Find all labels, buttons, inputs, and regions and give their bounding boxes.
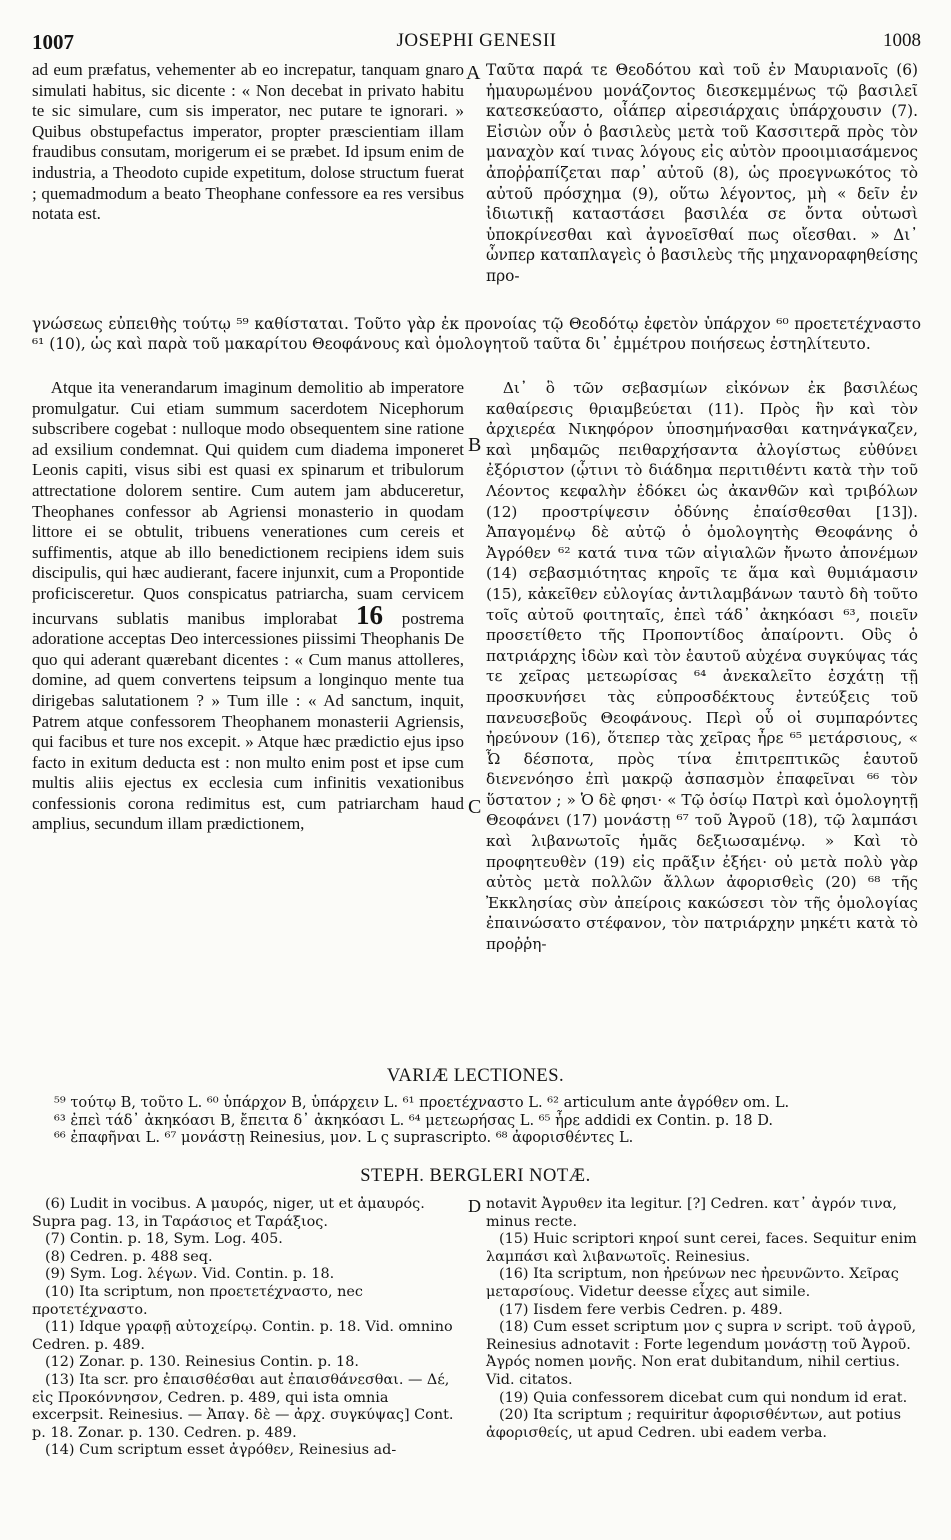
note-item: notavit Ἀγρυθεν ita legitur. [?] Cedren. κατ᾽ ἀγρόν τινα, minus recte.: [486, 1196, 897, 1230]
notes-left-column: [32, 1196, 464, 1460]
note-item: (7) Contin. p. 18, Sym. Log. 405.: [44, 1231, 283, 1248]
latin-column-main: [32, 378, 464, 835]
variae-lectiones-title: VARIÆ LECTIONES.: [386, 1066, 565, 1086]
note-item: (16) Ita scriptum, non ἠρεύνων nec ἠρευνῶντο. Χεῖρας μεταρσίους. Videtur deesse εἶχες aut simile.: [486, 1266, 899, 1300]
greek-paragraph-main: Δι᾽ ὃ τῶν σεβασμίων εἰκόνων ἐκ βασιλέως καθαίρεσις θριαμβεύεται (11). Πρὸς ἣν καὶ τὸν ἀρχιερέα Νικηφόρον ὑποσημήνασθαι κατηνάγκαζεν, καὶ μηδαμῶς πειθαρχήσαντα ἀλογίστως εὐθύνει ἐξόριστον (ᾧτινι τὸ διάδημα περιτιθέντι κατὰ τὴν τοῦ Λέοντος κεφαλὴν ἐδόκει ὡς ἀκανθῶν καὶ τριβόλων (12) προστρίψεσιν ὀδύνης ἐπαίσθεσθαι [13]). Ἀπαγομένῳ δὲ αὐτῷ ὁ ὁμολογητὴς Θεοφάνης ὁ Ἀγρόθεν ⁶² κατά τινα τῶν αἰγιαλῶν ἤνωτο ἀπονέμων (14) σεβασμιότητας κηροῖς τε ἅμα καὶ θυμιάμασιν (15), κἀκεῖθεν εὐλογίας ἀντιλαμβάνων ταυτὸ δὴ τοῦτο τοῖς αὐτοῦ φοιτηταῖς, ἐπεὶ τάδ᾽ ἀκηκόασι ⁶³, ποιεῖν προσετίθετο τῆς Προποντίδος ἀπαίροντι. Οὓς ὁ πατριάρχης ἰδὼν καὶ τὸν ἑαυτοῦ αὐχένα συγκύψας τάς τε χεῖρας μετεωρίσας ⁶⁴ ἀνεκαλεῖτο ἐσχάτῃ τῇ προσκυνήσει τὰς εὐπροσδέκτους ἐντεύξεις τοῦ πανευσεβοῦς Θεοφάνους. Περὶ οὗ οἱ συμπαρόντες ἠρεύνουν (16), ὅτεπερ τὰς χεῖρας ἦρε ⁶⁵ μετάρσιους, « Ὦ δέσποτα, πρὸς τίνα ἐπιτρεπτικῶς ἑαυτοῦ διενενόησο ἐπὶ μακρῷ ἀσπασμὸν ἐπαφεῖναι ⁶⁶ τὸν ὕστατον ; » Ὁ δὲ φησι· « Τῷ ὁσίῳ Πατρὶ καὶ ὁμολογητῇ Θεοφάνει (17) μονάστῃ ⁶⁷ τοῦ Ἀγροῦ (18), τῷ λαμπάσι καὶ λιβανωτοῖς ἡμᾶς δεξιωσαμένῳ. » Καὶ τὸ προφητευθὲν (19) εἰς πρᾶξιν ἐξήει· οὐ μετὰ πολὺ γὰρ αὐτὸς μετὰ πολλῶν ἄλλων ἀφορισθεὶς (20) ⁶⁸ τῆς Ἐκκλησίας σὺν ἀπείροις κακώσεσι τὸν τῆς ὁμολογίας ἐπαινώσατο στέφανον, τὸν πατριάρχην μηκέτι κατὰ τὸ προῤῥη-: [486, 379, 918, 954]
greek-paragraph-top: Ταῦτα παρά τε Θεοδότου καὶ τοῦ ἐν Μαυριανοῖς (6) ἠμαυρωμένου μονάζοντος διεσκεμμένως τῷ βασιλεῖ κατεσκεύαστο, οἷάπερ αἱρεσιάρχαις ὑπάρχουσιν (7). Εἰσιὼν οὖν ὁ βασιλεὺς μετὰ τοῦ Κασσιτερᾶ πρὸς τὸν μαναχὸν καί τινας λόγους εἰς αὐτὸν προοιμιασάμενος ἀποῤῥαπίζεται παρ᾽ αὐτοῦ (8), ὡς προεγνωκότος τὸ αὐτοῦ πρόσχημα (9), οὕτω λέγοντος, μὴ « δεῖν ἐν ἰδιωτικῇ καταστάσει βασιλέα σε ὄντα οὑτωσὶ ὑποκρίνεσθαι καὶ ἀγνοεῖσθαί πως οἴεσθαι. » Δι᾽ ὧνπερ καταπλαγεὶς ὁ βασιλεὺς τῆς μηχανοραφηθείσης προ-: [486, 61, 918, 285]
latin-column-top: [32, 60, 464, 225]
latin-text-part1: Atque ita venerandarum imaginum demolitio ab imperatore promulgatur. Cui etiam summum sacerdotem Nicephorum subscribere cogebat : nulloque modo obsequentem sine ratione ad exsilium condemnat. Qui quidem cum diadema imponeret Leonis capiti, visus sibi est quasi ex spinarum et tribulorum attrectatione dolorem sentire. Cum autem jam abduceretur, Theophanes confessor ab Agriensi monasterio in quodam littore ei se obtulit, tribuens venerationes cum cereis et suffimentis, atque ab illo benedictionem recipiens idem suis discipulis, qui hæc audierant, facere injunxit, cum a Propontide proficisceretur. Quos conspicatus patriarcha, suam cervicem incurvans sublatis manibus implorabat: [32, 378, 464, 628]
page-number-left: 1007: [32, 30, 74, 54]
variant-line: ⁶³ ἐπεὶ τάδ᾽ ἀκηκόασι B, ἔπειτα δ᾽ ἀκηκόασι L. ⁶⁴ μετεωρήσας L. ⁶⁵ ἦρε addidi ex Contin. p. 18 D.: [54, 1111, 774, 1129]
note-item: (15) Huic scriptori κηροί sunt cerei, faces. Sequitur enim λαμπάσι καὶ λιβανωτοῖς. Reinesius.: [486, 1231, 917, 1265]
note-item: (9) Sym. Log. λέγων. Vid. Contin. p. 18.: [44, 1266, 335, 1283]
margin-marker-d: D: [468, 1196, 481, 1216]
note-item: (14) Cum scriptum esset ἀγρόθεν, Reinesius ad-: [44, 1442, 397, 1459]
folio-number-16: 16: [356, 599, 384, 630]
greek-column-top: [486, 60, 918, 287]
latin-text-part2: postrema adoratione acceptas Deo intercessiones piissimi Theophanis De quo qui aderant quærebant dicentes : « Cum manus attolleres, domine, ad quem convertens teipsum a longinquo mente tua dirigebas salutationem ? » Tum ille : « Ad sanctum, inquit, Patrem atque confessorem Theophanem monasterii Agriensis, qui facibus et ture nos excepit. » Atque hæc prædictio ejus ipso facto in exitum deducta est : non multo enim post et ipse cum multis aliis ejectus ex ecclesia cum infinitis vexationibus confessionis corona redimitus est, cum patriarcham haud amplius, secundum illam prædictionem,: [32, 608, 465, 834]
latin-paragraph-top: ad eum præfatus, vehementer ab eo increpatur, tanquam gnaro simulati habitus, sic dicente : « Non decebat in privato habitu te sic simulare, cum sis imperator, nec putare te ignorari. » Quibus obstupefactus imperator, propter præscientiam illam fraudibus consutam, morigerum ei se præbet. Id ipsum enim de industria, a Theodoto cupide expetitum, dolose structum fuerat ; quemadmodum a beato Theophane confessore ea res versibus notata est.: [32, 60, 464, 224]
margin-marker-b: B: [468, 434, 482, 456]
note-item: (13) Ita scr. pro ἐπαισθέσθαι aut ἐπαισθάνεσθαι. — Δέ, εἰς Προκόννησον, Cedren. p. 489, qui ista omnia excerpsit. Reinesius. — Ἀπαγ. δὲ — ἀρχ. συγκύψας] Cont. p. 18. Zonar. p. 130. Cedren. p. 489.: [32, 1371, 454, 1441]
note-item: (19) Quia confessorem dicebat cum qui nondum id erat.: [498, 1389, 908, 1406]
latin-paragraph-main: [32, 378, 464, 835]
variant-line: ⁶⁶ ἐπαφῆναι L. ⁶⁷ μονάστῃ Reinesius, μον. L ς suprascripto. ⁶⁸ ἀφορισθέντες L.: [54, 1129, 634, 1146]
notes-right-column: [486, 1196, 918, 1442]
note-item: (6) Ludit in vocibus. A μαυρός, niger, ut et ἀμαυρός. Supra pag. 13, in Ταράσιος et Ταράξιος.: [32, 1196, 425, 1230]
note-item: (12) Zonar. p. 130. Reinesius Contin. p. 18.: [44, 1354, 359, 1371]
greek-continuation-text: γνώσεως εὐπειθὴς τούτῳ ⁵⁹ καθίσταται. Τοῦτο γὰρ ἐκ προνοίας τῷ Θεοδότῳ ἐφετὸν ὑπάρχον ⁶⁰ προετετέχναστο ⁶¹ (10), ὡς καὶ παρὰ τοῦ μακαρίτου Θεοφάνους καὶ ὁμολογητοῦ ταῦτα δι᾽ ἐμμέτρου ποιήσεως ἐστηλίτευτο.: [32, 315, 921, 354]
note-item: (10) Ita scriptum, non προετετέχναστο, nec προτετέχναστο.: [32, 1283, 363, 1318]
page-number-right: 1008: [883, 30, 921, 51]
note-item: (18) Cum esset scriptum μον ς supra ν script. τοῦ ἀγροῦ, Reinesius adnotavit : Forte legendum μονάστῃ τοῦ Ἀγροῦ. Ἀγρός nomen μονῆς. Non erat dubitandum, nihil certius. Vid. citatos.: [486, 1319, 917, 1388]
running-header: [32, 30, 921, 56]
greek-full-width-block: [32, 314, 921, 355]
note-item: (17) Iisdem fere verbis Cedren. p. 489.: [498, 1301, 783, 1318]
running-title: JOSEPHI GENESII: [396, 30, 557, 51]
margin-marker-a: A: [466, 62, 481, 84]
greek-column-main: [486, 378, 918, 955]
variant-line: ⁵⁹ τούτῳ B, τοῦτο L. ⁶⁰ ὑπάρχον B, ὑπάρχειν L. ⁶¹ προετέχναστο L. ⁶² articulum ante ἀγρόθεν om. L.: [54, 1094, 790, 1111]
variae-lectiones-list: [54, 1094, 915, 1147]
note-item: (11) Idque γραφῇ αὐτοχείρῳ. Contin. p. 18. Vid. omnino Cedren. p. 489.: [32, 1319, 453, 1353]
note-item: (8) Cedren. p. 488 seq.: [44, 1248, 213, 1265]
note-item: (20) Ita scriptum ; requiritur ἀφορισθέντων, aut potius ἀφορισθείς, ut apud Cedren. ubi eadem verba.: [486, 1407, 901, 1441]
margin-marker-c: C: [468, 796, 482, 818]
bergleri-notae-title: STEPH. BERGLERI NOTÆ.: [360, 1166, 591, 1186]
